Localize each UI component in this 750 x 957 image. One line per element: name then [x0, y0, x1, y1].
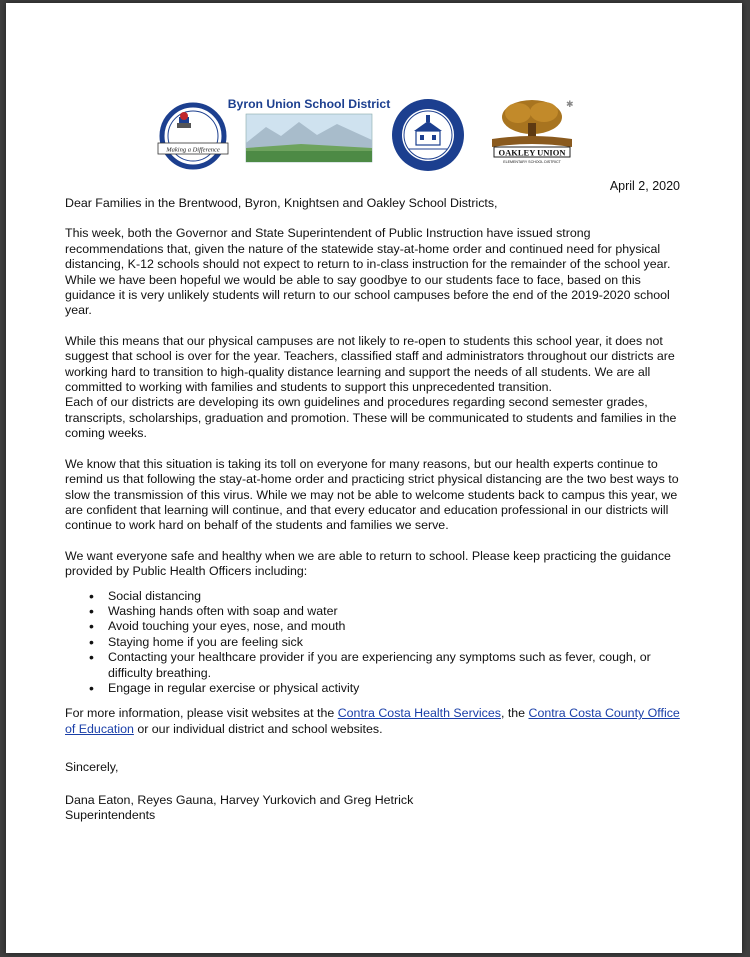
list-item: • Staying home if you are feeling sick: [89, 635, 690, 650]
contra-costa-education-link[interactable]: Contra Costa County Office of Education: [65, 706, 680, 736]
paragraph-2: While this means that our physical campuses are not likely to re-open to students this school year, it does not suggest that school is over for the year. Teachers, classified staff and administrators throughout our districts are working hard to transition to high-quality distance learning and support the needs of all students. We are all committed to working with families and students to support this unprecedented transition.: [65, 333, 675, 395]
letter-page: [6, 3, 742, 953]
more-info-paragraph: [65, 706, 690, 737]
signers: Dana Eaton, Reyes Gauna, Harvey Yurkovich and Greg Hetrick: [65, 792, 414, 807]
paragraph-3: Each of our districts are developing its own guidelines and procedures regarding second semester grades, transcripts, scholarships, graduation and promotion. These will be communicated to students and families in the coming weeks.: [65, 395, 677, 441]
contra-costa-health-link[interactable]: Contra Costa Health Services: [337, 706, 501, 721]
star-icon: ✱: [566, 99, 574, 109]
logo4-subtitle: ELEMENTARY SCHOOL DISTRICT: [503, 160, 561, 164]
letter-date: April 2, 2020: [609, 179, 680, 193]
knightsen-district-seal: [390, 97, 466, 173]
list-item: • Social distancing: [89, 589, 690, 604]
health-guidance-list: [89, 589, 690, 697]
brentwood-district-logo: [152, 103, 234, 169]
paragraph-4: We know that this situation is taking its toll on everyone for many reasons, but our health experts continue to remind us that following the stay-at-home order and practicing strict physical distancing are the two best ways to slow the transmission of this virus. While we may not be able to welcome students back to campus this year, we are confident that learning will continue, and that every educator and education professional in our districts will continue to work hard on behalf of the students and families we serve.: [65, 456, 679, 533]
paragraph-1: This week, both the Governor and State Superintendent of Public Instruction have issued strong recommendations that, given the nature of the statewide stay-at-home order and continued need for physical distancing, K-12 schools should not expect to return to in-class instruction for the remainder of the school year. While we have been hopeful we would be able to say goodbye to our students face to face, based on this guidance it is very unlikely students will return to our school campuses before the end of the 2019-2020 school year.: [65, 226, 671, 318]
closing: Sincerely,: [65, 760, 119, 775]
logo2-title: Byron Union School District: [227, 97, 391, 111]
salutation: Dear Families in the Brentwood, Byron, Knightsen and Oakley School Districts,: [65, 196, 498, 210]
list-item: • Washing hands often with soap and water: [89, 604, 690, 619]
more-info-middle: , the: [500, 706, 529, 721]
list-item: • Avoid touching your eyes, nose, and mouth: [89, 619, 690, 634]
logo1-caption: Making a Difference: [166, 146, 220, 154]
more-info-prefix: For more information, please visit websites at the: [65, 706, 338, 721]
letter-body: [65, 196, 690, 823]
logo4-title: OAKLEY UNION: [498, 147, 566, 158]
paragraph-5: We want everyone safe and healthy when we are able to return to school. Please keep practicing the guidance provided by Public Health Officers including:: [65, 548, 671, 579]
list-item: • Contacting your healthcare provider if you are experiencing any symptoms such as fever, cough, or difficulty breathing.: [89, 650, 690, 681]
more-info-suffix: or our individual district and school websites.: [133, 721, 383, 736]
list-item: • Engage in regular exercise or physical activity: [89, 681, 690, 696]
signer-title: Superintendents: [65, 808, 156, 822]
logo-strip: [6, 3, 742, 178]
byron-district-logo: [227, 93, 391, 167]
oakley-district-logo: [484, 95, 580, 171]
